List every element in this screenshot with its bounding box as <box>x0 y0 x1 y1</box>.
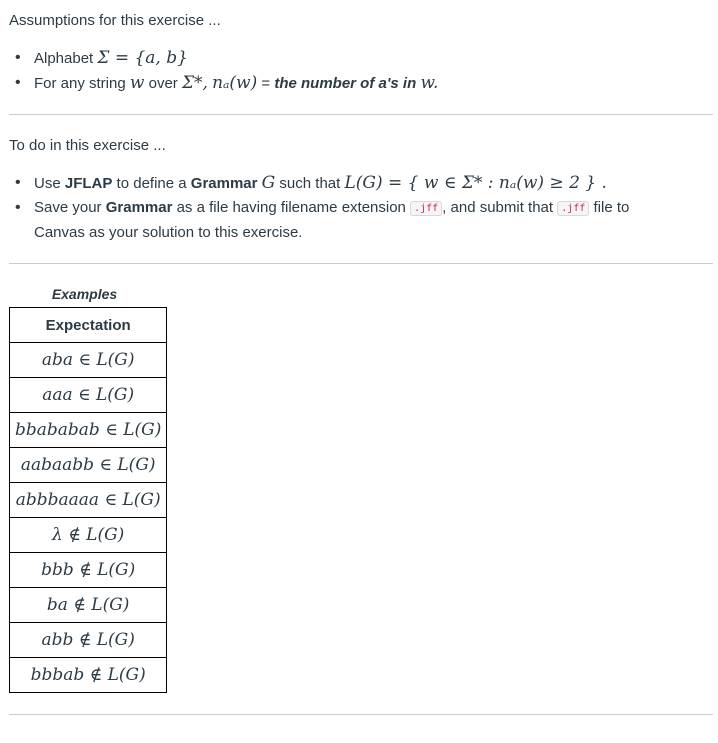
canvas-text: Canvas as your solution to this exercise. <box>34 224 303 241</box>
string-over: over <box>148 75 178 92</box>
na-definition: the number of a's in <box>274 75 417 92</box>
example-cell: λ ∉ L(G) <box>10 518 167 553</box>
expectation-header: Expectation <box>10 308 167 343</box>
na-function: nₐ(w) <box>212 73 258 93</box>
table-row <box>10 658 167 693</box>
table-row <box>10 553 167 588</box>
table-row <box>10 623 167 658</box>
string-lead: For any string <box>34 75 126 92</box>
submit-text: , and submit that <box>442 199 554 216</box>
section-divider-2 <box>9 263 713 264</box>
table-header-row <box>10 308 167 343</box>
section-divider-3 <box>9 714 713 715</box>
assumptions-heading: Assumptions for this exercise ... <box>9 12 221 29</box>
example-cell: aaa ∈ L(G) <box>10 378 167 413</box>
table-row <box>10 483 167 518</box>
equals-sign: = <box>261 75 271 92</box>
alphabet-item <box>12 46 438 71</box>
alphabet-label: Alphabet <box>34 50 94 67</box>
example-cell: aba ∈ L(G) <box>10 343 167 378</box>
string-count-item <box>12 71 438 96</box>
example-cell: bbababab ∈ L(G) <box>10 413 167 448</box>
table-row <box>10 448 167 483</box>
string-var: w <box>129 73 145 93</box>
jflap-label: JFLAP <box>64 175 113 192</box>
todo-heading: To do in this exercise ... <box>9 137 166 154</box>
grammar-var: G <box>261 173 276 193</box>
example-cell: bbb ∉ L(G) <box>10 553 167 588</box>
example-cell: abbbaaaa ∈ L(G) <box>10 483 167 518</box>
grammar-label: Grammar <box>190 175 258 192</box>
definition-period: . <box>432 73 439 93</box>
jff-extension-code: .jff <box>410 201 442 216</box>
use-text: Use <box>34 175 61 192</box>
file-to-text: file to <box>593 199 630 216</box>
define-text: to define a <box>116 175 187 192</box>
table-row <box>10 378 167 413</box>
examples-table <box>9 307 167 693</box>
todo-list <box>12 171 629 245</box>
such-that-text: such that <box>279 175 341 192</box>
example-cell: aabaabb ∈ L(G) <box>10 448 167 483</box>
jff-extension-code-2: .jff <box>557 201 589 216</box>
grammar-label-2: Grammar <box>105 199 173 216</box>
as-file-text: as a file having filename extension <box>176 199 406 216</box>
assumptions-list <box>12 46 438 96</box>
example-cell: bbbab ∉ L(G) <box>10 658 167 693</box>
language-definition: L(G) = { w ∈ Σ* : nₐ(w) ≥ 2 } . <box>344 173 607 193</box>
save-text: Save your <box>34 199 102 216</box>
alphabet-math: Σ = {a, b} <box>97 48 188 68</box>
save-file-item <box>12 196 629 245</box>
example-cell: ba ∉ L(G) <box>10 588 167 623</box>
section-divider <box>9 114 713 115</box>
sigma-star: Σ*, <box>181 73 208 93</box>
define-grammar-item <box>12 171 629 196</box>
table-row <box>10 413 167 448</box>
table-row <box>10 343 167 378</box>
definition-var: w <box>420 73 433 93</box>
examples-caption: Examples <box>51 286 118 302</box>
table-row <box>10 518 167 553</box>
example-cell: abb ∉ L(G) <box>10 623 167 658</box>
table-row <box>10 588 167 623</box>
